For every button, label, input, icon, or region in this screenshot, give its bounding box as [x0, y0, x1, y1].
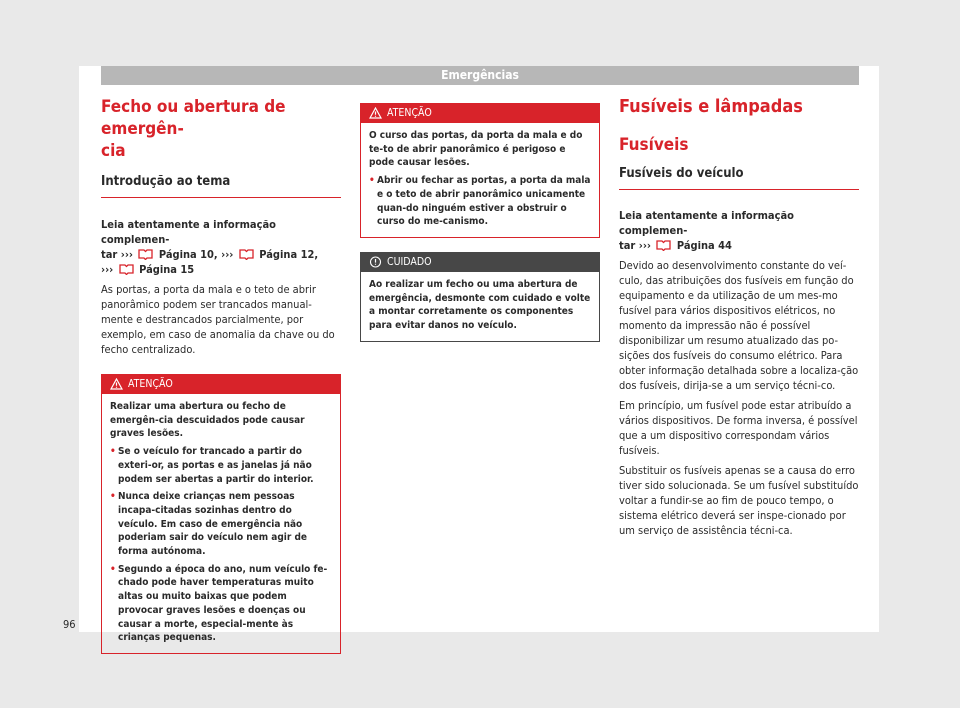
- caution-header: CUIDADO: [361, 253, 599, 272]
- warning-box: [360, 103, 600, 238]
- caution-body: Ao realizar um fecho ou uma abertura de emergência, desmonte com cuidado e volte a montar corretamente os componentes para evitar danos no veículo.: [369, 278, 591, 332]
- list-item: • Nunca deixe crianças nem pessoas incapa-citadas sozinhas dentro do veículo. Em caso de emergência não poderiam sair do veículo nem agir de forma autónoma.: [110, 491, 307, 558]
- circle-exclamation-icon: [369, 256, 382, 268]
- arrows-icon: ›››: [638, 239, 651, 252]
- warning-box: [101, 374, 341, 654]
- list-item: • Se o veículo for trancado a partir do exteri-or, as portas e as janelas já não podem ser abertas a partir do interior.: [110, 446, 314, 485]
- chapter-title: Fusíveis e lâmpadas: [619, 96, 803, 117]
- list-item: • Segundo a época do ano, num veículo fe-chado pode haver temperaturas muito altas ou muito baixas que podem provocar graves lesões e doenças ou causar a morte, especial-mente às crianças pequenas.: [110, 563, 328, 644]
- paragraph: Devido ao desenvolvimento constante do veí-culo, das atribuições dos fusíveis em função do equipamento e da utilização de um mes-mo fusível para vários dispositivos elétricos, no momento da impressão não é possível disponibilizar um resumo atualizado das po-sições dos fusíveis do consumo elétrico. Para obter informação detalhada sobre a localiza-ção dos fusíveis, dirija-se a um serviço técni-co.: [619, 259, 859, 392]
- paragraph: Em princípio, um fusível pode estar atribuído a vários dispositivos. De forma inversa, é possível que a um dispositivo correspondam vários fusíveis.: [619, 399, 858, 457]
- warning-body: O curso das portas, da porta da mala e do te-to de abrir panorâmico é perigoso e pode causar lesões. • Abrir ou fechar as portas, a porta da mala e o teto de abrir panorâmico unicamente quan-do ninguém estiver a obstruir o curso do me-canismo.: [369, 130, 591, 228]
- chapter-header: Emergências: [101, 66, 859, 85]
- arrows-icon: ›››: [101, 263, 114, 276]
- column-left: [101, 96, 341, 654]
- page-link[interactable]: Página 10,: [158, 248, 218, 261]
- page-link[interactable]: Página 44: [676, 239, 732, 252]
- chapter-title: Fecho ou abertura de emergên- cia: [101, 97, 286, 161]
- arrows-icon: ›››: [221, 248, 234, 261]
- book-icon: [239, 248, 254, 260]
- section-heading: Introdução ao tema: [101, 162, 341, 198]
- warning-triangle-icon: [110, 378, 123, 390]
- book-icon: [656, 239, 671, 251]
- page-link[interactable]: Página 15: [139, 263, 195, 276]
- caution-box: [360, 252, 600, 342]
- section-heading: Fusíveis do veículo: [619, 156, 859, 190]
- paragraph: Substituir os fusíveis apenas se a causa do erro tiver sido solucionada. Se um fusível substituído voltar a fundir-se ao fim de pouco tempo, o sistema elétrico deverá ser inspe-cionado por um serviço de assistência técni-ca.: [619, 464, 859, 537]
- page-link[interactable]: Página 12,: [259, 248, 319, 261]
- warning-body: Realizar uma abertura ou fecho de emergên-cia descuidados pode causar graves lesões. • Se o veículo for trancado a partir do exteri-or, as portas e as janelas já não podem ser abertas a partir do interior. • Nunca deixe crianças nem pessoas incapa-citadas sozinhas dentro do veículo. Em caso de emergência não poderiam sair do veículo nem agir de forma autónoma. • Segundo a época do ano, num veículo fe-chado pode haver temperaturas muito altas ou muito baixas que podem provocar graves lesões e doenças ou causar a morte, especial-mente às crianças pequenas.: [102, 394, 340, 653]
- warning-header: ATENÇÃO: [102, 375, 340, 394]
- page-number: 96: [63, 618, 76, 631]
- column-right: [619, 96, 859, 538]
- book-icon: [138, 248, 153, 260]
- book-icon: [119, 263, 134, 275]
- warning-header: ATENÇÃO: [361, 104, 599, 123]
- arrows-icon: ›››: [120, 248, 133, 261]
- cross-reference: Leia atentamente a informação complemen- tar ››› Página 44: [619, 209, 794, 252]
- warning-triangle-icon: [369, 107, 382, 119]
- intro-paragraph: As portas, a porta da mala e o teto de abrir panorâmico podem ser trancados manual-mente e destrancados parcialmente, por exemplo, em caso de anomalia da chave ou do fecho centralizado.: [101, 283, 335, 356]
- list-item: • Abrir ou fechar as portas, a porta da mala e o teto de abrir panorâmico unicamente quan-do ninguém estiver a obstruir o curso do me-canismo.: [369, 175, 591, 228]
- cross-reference: Leia atentamente a informação complemen- tar ››› Página 10, ››› Página 12, ››› Página 15: [101, 218, 319, 276]
- column-middle: [360, 103, 600, 342]
- subchapter-title: Fusíveis: [619, 135, 689, 155]
